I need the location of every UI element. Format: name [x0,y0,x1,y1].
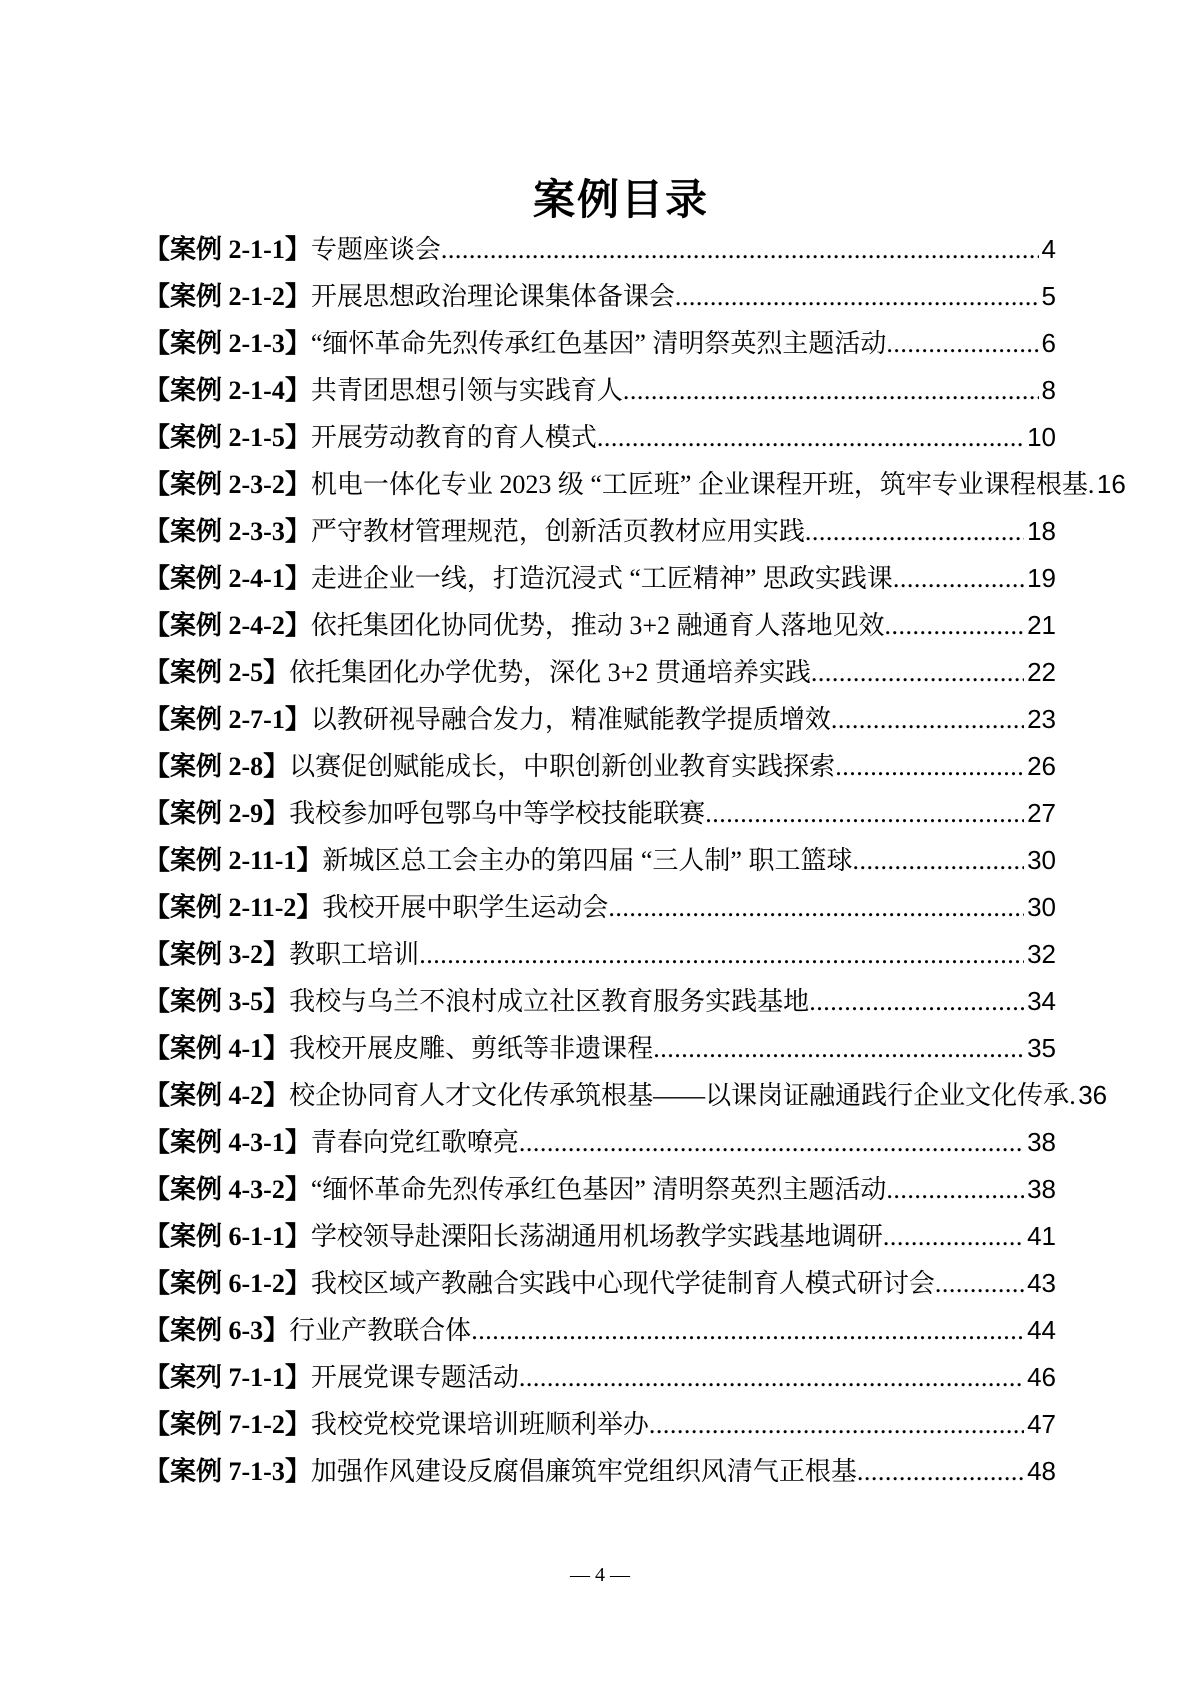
toc-entry-title: 以教研视导融合发力，精准赋能教学提质增效 [310,705,831,734]
toc-entry-title: 依托集团化办学优势，深化 3+2 贯通培养实践 [289,658,811,687]
toc-entry-title: 我校开展中职学生运动会 [322,893,609,922]
toc-entry[interactable] [144,751,1056,781]
page-title: 案例目录 [532,176,709,223]
toc-entry-title: 以赛促创赋能成长，中职创新创业教育实践探索 [289,752,836,781]
toc-entry[interactable] [144,234,1056,264]
dot-leader [705,799,1024,829]
toc-entry[interactable] [144,469,1126,499]
toc-entry[interactable] [144,1174,1056,1204]
toc-entry-number: 【案例 2-7-1】 [144,705,311,734]
dot-leader [608,893,1024,923]
toc-entry[interactable] [144,563,1056,593]
dot-leader [519,1128,1024,1158]
toc-entry-title: 走进企业一线，打造沉浸式 “工匠精神” 思政实践课 [310,564,893,593]
dot-leader [809,987,1024,1017]
toc-entry-page: 19 [1027,563,1056,593]
dot-leader [835,752,1024,782]
toc-entry-label [144,1034,653,1064]
toc-entry-title: 校企协同育人才文化传承筑根基——以课岗证融通践行企业文化传承 [289,1081,1070,1110]
toc-entry[interactable] [144,845,1056,875]
dot-leader [623,376,1039,406]
toc-entry-label [144,1457,857,1487]
toc-entry[interactable] [144,281,1056,311]
toc-entry[interactable] [144,1409,1056,1439]
toc-entry[interactable] [144,1033,1056,1063]
toc-entry-number: 【案例 6-1-1】 [144,1222,311,1251]
dot-leader [419,940,1024,970]
toc-entry-label [144,1363,519,1393]
toc-entry-page: 6 [1041,328,1056,358]
dot-leader [893,564,1024,594]
toc-entry-number: 【案例 2-1-2】 [144,282,311,311]
toc-entry-number: 【案例 4-3-2】 [144,1175,311,1204]
toc-entry-title: 开展党课专题活动 [310,1363,519,1392]
dot-leader [805,517,1024,547]
toc-entry-title: 教职工培训 [289,940,420,969]
dot-leader [811,658,1024,688]
toc-entry-page: 30 [1027,845,1056,875]
toc-entry-title: “缅怀革命先烈传承红色基因” 清明祭英烈主题活动 [310,1175,887,1204]
toc-entry-label [144,846,852,876]
dot-leader [471,1316,1024,1346]
toc-entry-page: 38 [1027,1127,1056,1157]
toc-entry-title: 学校领导赴溧阳长荡湖通用机场教学实践基地调研 [310,1222,883,1251]
toc-entry[interactable] [144,1362,1056,1392]
toc-entry-page: 16 [1096,469,1126,499]
toc-entry-number: 【案例 2-4-2】 [144,611,311,640]
dot-leader [649,1410,1024,1440]
toc-entry-label [144,1128,519,1158]
toc-entry[interactable] [144,328,1056,358]
toc-entry-number: 【案例 4-1】 [144,1034,290,1063]
toc-entry-number: 【案例 4-3-1】 [144,1128,311,1157]
toc-entry[interactable] [144,657,1056,687]
toc-entry[interactable] [144,1456,1056,1486]
toc-entry-number: 【案例 2-8】 [144,752,290,781]
toc-entry[interactable] [144,422,1056,452]
toc-entry-label [144,705,831,735]
toc-entry-page: 32 [1027,939,1056,969]
toc-entry-title: 行业产教联合体 [289,1316,472,1345]
toc-entry-title: 专题座谈会 [310,235,441,264]
toc-entry-page: 43 [1027,1268,1056,1298]
toc-entry[interactable] [144,610,1056,640]
toc-entry-title: 我校党校党课培训班顺利举办 [310,1410,649,1439]
dot-leader [935,1269,1024,1299]
toc-entry-label [144,470,1088,500]
toc-entry-title: 我校与乌兰不浪村成立社区教育服务实践基地 [289,987,810,1016]
toc-entry[interactable] [144,375,1056,405]
toc-entry-label [144,940,419,970]
toc-entry-label [144,752,835,782]
dot-leader [653,1034,1024,1064]
dot-leader [857,1457,1024,1487]
toc-entry-label [144,1316,471,1346]
toc-entry-number: 【案例 2-1-4】 [144,376,311,405]
toc-entry-label [144,329,886,359]
dot-leader [597,423,1024,453]
dot-leader [852,846,1024,876]
toc-entry-title: 严守教材管理规范，创新活页教材应用实践 [310,517,805,546]
toc-entry-page: 41 [1027,1221,1056,1251]
toc-entry-label [144,1222,883,1252]
toc-entry-page: 10 [1027,422,1056,452]
toc-entry-number: 【案例 2-5】 [144,658,290,687]
toc-entry-label [144,376,623,406]
toc-entry-number: 【案例 4-2】 [144,1081,290,1110]
toc-entry-page: 44 [1027,1315,1056,1345]
dot-leader [886,329,1038,359]
toc-entry-number: 【案列 7-1-1】 [144,1363,311,1392]
toc-entry-title: 我校区域产教融合实践中心现代学徒制育人模式研讨会 [310,1269,935,1298]
toc-entry-title: 开展思想政治理论课集体备课会 [310,282,675,311]
toc-entry-page: 26 [1027,751,1056,781]
toc-entry-page: 47 [1027,1409,1056,1439]
toc-entry-page: 38 [1027,1174,1056,1204]
dot-leader [831,705,1024,735]
dot-leader [519,1363,1024,1393]
toc-entry-page: 46 [1027,1362,1056,1392]
toc-entry-title: 我校开展皮雕、剪纸等非遗课程 [289,1034,654,1063]
toc-entry-page: 4 [1041,234,1056,264]
toc-entry-page: 22 [1027,657,1056,687]
toc-entry-title: 新城区总工会主办的第四届 “三人制” 职工篮球 [322,846,853,875]
toc-entry-number: 【案例 2-11-1】 [144,846,323,875]
toc-entry-number: 【案例 6-1-2】 [144,1269,311,1298]
toc-entry-title: 依托集团化协同优势，推动 3+2 融通育人落地见效 [310,611,885,640]
toc-entry-page: 35 [1027,1033,1056,1063]
toc-entry[interactable] [144,704,1056,734]
toc-entry-label [144,1269,935,1299]
toc-entry[interactable] [144,516,1056,546]
toc-entry-page: 21 [1027,610,1056,640]
toc-entry-number: 【案例 2-9】 [144,799,290,828]
toc-entry-page: 5 [1041,281,1056,311]
toc-entry[interactable] [144,939,1056,969]
toc-entry-number: 【案例 2-1-3】 [144,329,311,358]
toc-entry-number: 【案例 2-1-1】 [144,235,311,264]
toc-entry-number: 【案例 2-4-1】 [144,564,311,593]
toc-entry-number: 【案例 7-1-3】 [144,1457,311,1486]
toc-entry[interactable] [144,798,1056,828]
toc-entry-number: 【案例 2-1-5】 [144,423,311,452]
toc-list [144,234,1126,1486]
toc-entry-label [144,282,675,312]
toc-entry-page: 34 [1027,986,1056,1016]
toc-entry[interactable] [144,1221,1056,1251]
toc-entry-label [144,517,805,547]
toc-entry-label [144,1175,886,1205]
toc-entry-title: 开展劳动教育的育人模式 [310,423,597,452]
toc-entry-title: 加强作风建设反腐倡廉筑牢党组织风清气正根基 [310,1457,857,1486]
toc-entry-page: 27 [1027,798,1056,828]
toc-entry-label [144,658,811,688]
toc-entry-number: 【案例 7-1-2】 [144,1410,311,1439]
toc-entry[interactable] [144,1315,1056,1345]
toc-entry-label [144,423,597,453]
toc-entry-title: 机电一体化专业 2023 级 “工匠班” 企业课程开班，筑牢专业课程根基 [310,470,1088,499]
toc-entry[interactable] [144,892,1056,922]
toc-entry-title: “缅怀革命先烈传承红色基因” 清明祭英烈主题活动 [310,329,887,358]
toc-entry-page: 8 [1041,375,1056,405]
toc-entry-page: 23 [1027,704,1056,734]
toc-entry[interactable] [144,1268,1056,1298]
toc-entry-label [144,1081,1069,1111]
page-number-footer: — 4 — [570,1564,630,1586]
toc-entry-label [144,1410,649,1440]
toc-entry-number: 【案例 3-2】 [144,940,290,969]
toc-entry-title: 共青团思想引领与实践育人 [310,376,623,405]
toc-entry-title: 我校参加呼包鄂乌中等学校技能联赛 [289,799,706,828]
toc-entry-label [144,564,893,594]
toc-entry-label [144,893,608,923]
toc-entry-label [144,799,705,829]
toc-entry[interactable] [144,986,1056,1016]
dot-leader [886,1175,1024,1205]
toc-entry-label [144,987,809,1017]
toc-entry-number: 【案例 2-11-2】 [144,893,323,922]
toc-entry-page: 48 [1027,1456,1056,1486]
toc-entry-number: 【案例 2-3-3】 [144,517,311,546]
dot-leader [883,1222,1024,1252]
dot-leader [441,235,1039,265]
toc-entry-title: 青春向党红歌嘹亮 [310,1128,519,1157]
toc-entry-label [144,611,885,641]
toc-entry[interactable] [144,1127,1056,1157]
toc-entry-page: 30 [1027,892,1056,922]
toc-entry[interactable] [144,1080,1108,1110]
toc-entry-number: 【案例 2-3-2】 [144,470,311,499]
toc-entry-page: 36 [1078,1080,1108,1110]
dot-leader [885,611,1025,641]
toc-entry-number: 【案例 3-5】 [144,987,290,1016]
toc-entry-number: 【案例 6-3】 [144,1316,290,1345]
toc-entry-page: 18 [1027,516,1056,546]
toc-entry-label [144,235,441,265]
dot-leader [675,282,1039,312]
